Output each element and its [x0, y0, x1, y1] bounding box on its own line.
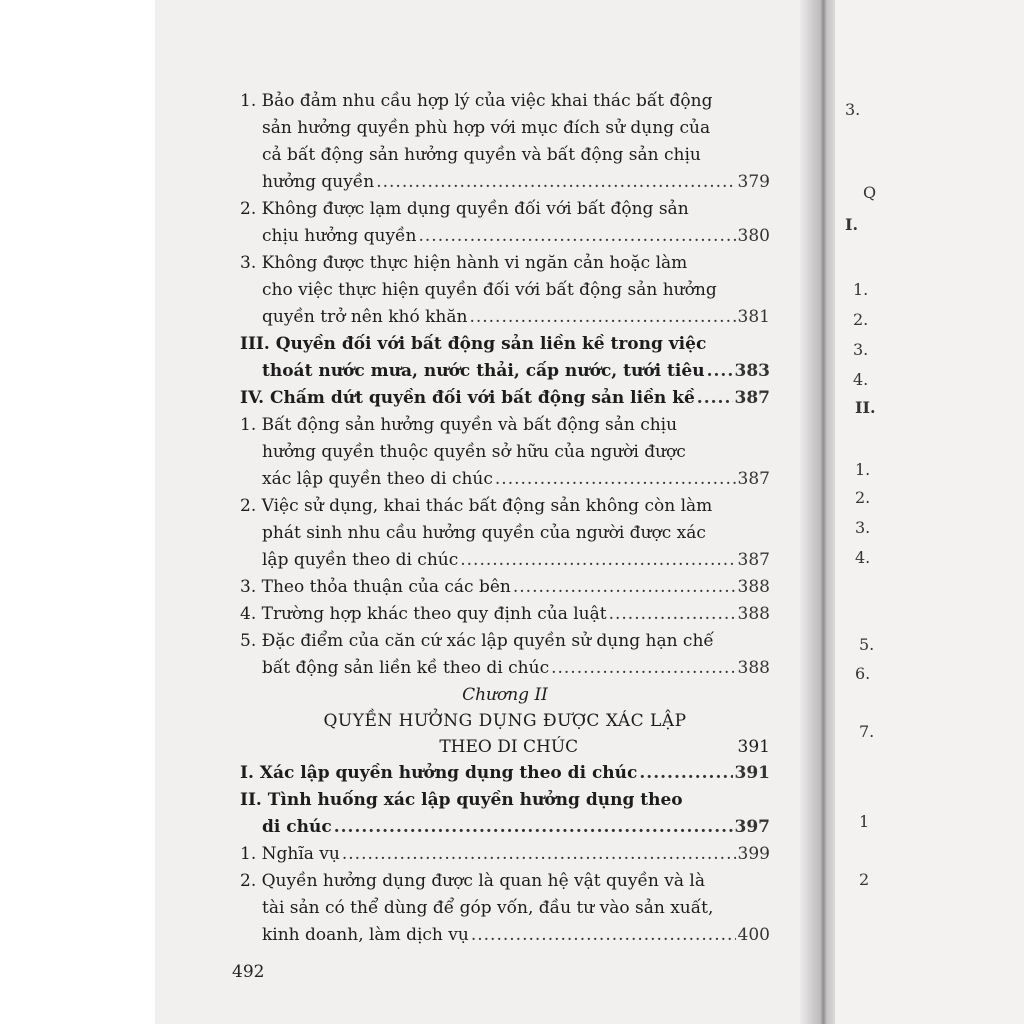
toc-entry-text: IV. Chấm dứt quyền đối với bất động sản liền kề [240, 388, 695, 408]
toc-entry [240, 88, 770, 196]
toc-entry [240, 493, 770, 574]
right-page-fragment: 2. [855, 488, 871, 507]
right-page-fragment: 1 [859, 812, 870, 831]
dot-leader [513, 574, 736, 601]
toc-entry-page: 388 [737, 658, 770, 678]
dot-leader [609, 601, 736, 628]
dot-leader [376, 169, 735, 196]
right-page-fragment: 3. [853, 340, 869, 359]
toc-entry [240, 841, 770, 868]
toc-entry-page: 387 [737, 469, 770, 489]
toc-entry-page: 399 [737, 844, 770, 864]
right-page-fragment: 4. [855, 548, 871, 567]
toc-entry-text: xác lập quyền theo di chúc [262, 469, 493, 489]
toc-entry-page: 379 [737, 172, 770, 192]
toc-entry-page: 383 [734, 361, 770, 381]
toc-entry [240, 574, 770, 601]
right-page-fragment: 1. [853, 280, 869, 299]
toc-entry-page: 387 [734, 388, 770, 408]
toc-entry-page: 391 [734, 763, 770, 783]
toc-entry-text: 1. Bảo đảm nhu cầu hợp lý của việc khai thác bất động [240, 91, 713, 111]
toc-entry-text: hưởng quyền [262, 172, 375, 192]
right-page-fragment: 6. [855, 664, 871, 683]
dot-leader [639, 760, 732, 787]
toc-entry-text: 5. Đặc điểm của căn cứ xác lập quyền sử dụng hạn chế [240, 631, 714, 651]
toc-entry-page: 388 [737, 577, 770, 597]
toc-entry-text: 3. Không được thực hiện hành vi ngăn cản hoặc làm [240, 253, 688, 273]
toc-entry [240, 196, 770, 250]
toc-entry-text: bất động sản liền kề theo di chúc [262, 658, 550, 678]
toc-entry-page: 397 [734, 817, 770, 837]
toc-entry [240, 601, 770, 628]
toc-entry-text: I. Xác lập quyền hưởng dụng theo di chúc [240, 763, 638, 783]
toc-entry-text: hưởng quyền thuộc quyền sở hữu của người được [262, 442, 686, 462]
toc-entry-text: III. Quyền đối với bất động sản liền kề trong việc [240, 334, 707, 354]
toc-entry-text: quyền trở nên khó khăn [262, 307, 468, 327]
toc-entry-text: 4. Trường hợp khác theo quy định của luật [240, 604, 607, 624]
toc-entry-text: tài sản có thể dùng để góp vốn, đầu tư vào sản xuất, [262, 898, 714, 918]
toc-entry-text: cho việc thực hiện quyền đối với bất động sản hưởng [262, 280, 717, 300]
toc-entry-text: 1. Bất động sản hưởng quyền và bất động sản chịu [240, 415, 678, 435]
dot-leader [460, 547, 735, 574]
toc-entry [240, 331, 770, 385]
right-page-fragment: 5. [859, 635, 875, 654]
toc-entry-page: 387 [737, 550, 770, 570]
chapter-page: 391 [737, 737, 770, 757]
dot-leader [418, 223, 735, 250]
page-number: 492 [232, 962, 265, 982]
toc-entry-text: cả bất động sản hưởng quyền và bất động sản chịu [262, 145, 701, 165]
table-of-contents [240, 88, 770, 949]
toc-entry-text: 2. Không được lạm dụng quyền đối với bất động sản [240, 199, 689, 219]
toc-entry-text: 2. Việc sử dụng, khai thác bất động sản không còn làm [240, 496, 713, 516]
toc-entry-text: sản hưởng quyền phù hợp với mục đích sử dụng của [262, 118, 711, 138]
right-page-fragment: 2 [859, 870, 870, 889]
dot-leader [495, 466, 736, 493]
right-page-fragment: 3. [845, 100, 861, 119]
chapter-title-text: THEO DI CHÚC [439, 737, 579, 757]
dot-leader [697, 385, 733, 412]
toc-entry-page: 380 [737, 226, 770, 246]
toc-entry-text: II. Tình huống xác lập quyền hưởng dụng theo [240, 790, 683, 810]
toc-entry [240, 628, 770, 682]
dot-leader [707, 358, 733, 385]
toc-entry-text: 2. Quyền hưởng dụng được là quan hệ vật quyền và là [240, 871, 705, 891]
dot-leader [334, 814, 733, 841]
toc-entry-text: 1. Nghĩa vụ [240, 844, 340, 864]
toc-entry [240, 412, 770, 493]
dot-leader [551, 655, 735, 682]
right-page-fragment: 7. [859, 722, 875, 741]
toc-entry-text: di chúc [262, 817, 332, 837]
toc-entry-text: lập quyền theo di chúc [262, 550, 459, 570]
dot-leader [471, 922, 736, 949]
toc-entry-page: 400 [737, 925, 770, 945]
toc-entry-text: 3. Theo thỏa thuận của các bên [240, 577, 511, 597]
right-page-fragment: I. [845, 215, 859, 234]
toc-entry [240, 250, 770, 331]
chapter-title-line-1: QUYỀN HƯỞNG DỤNG ĐƯỢC XÁC LẬP [323, 711, 687, 731]
chapter-title-line-2 [240, 734, 770, 760]
toc-entry-page: 381 [737, 307, 770, 327]
toc-entry [240, 760, 770, 787]
right-page-fragment: 4. [853, 370, 869, 389]
toc-entry-text: chịu hưởng quyền [262, 226, 417, 246]
toc-entry-text: thoát nước mưa, nước thải, cấp nước, tưới tiêu [262, 361, 705, 381]
chapter-label: Chương II [462, 685, 548, 705]
right-page-fragment: Q [863, 183, 877, 202]
right-page-fragment: II. [855, 398, 876, 417]
right-page-fragment: 3. [855, 518, 871, 537]
toc-entry [240, 385, 770, 412]
dot-leader [342, 841, 736, 868]
toc-entry-text: kinh doanh, làm dịch vụ [262, 925, 469, 945]
toc-entry [240, 868, 770, 949]
toc-entry-text: phát sinh nhu cầu hưởng quyền của người được xác [262, 523, 706, 543]
toc-entry-page: 388 [737, 604, 770, 624]
right-page-fragment: 1. [855, 460, 871, 479]
dot-leader [469, 304, 735, 331]
right-page-fragment: 2. [853, 310, 869, 329]
toc-entry [240, 787, 770, 841]
